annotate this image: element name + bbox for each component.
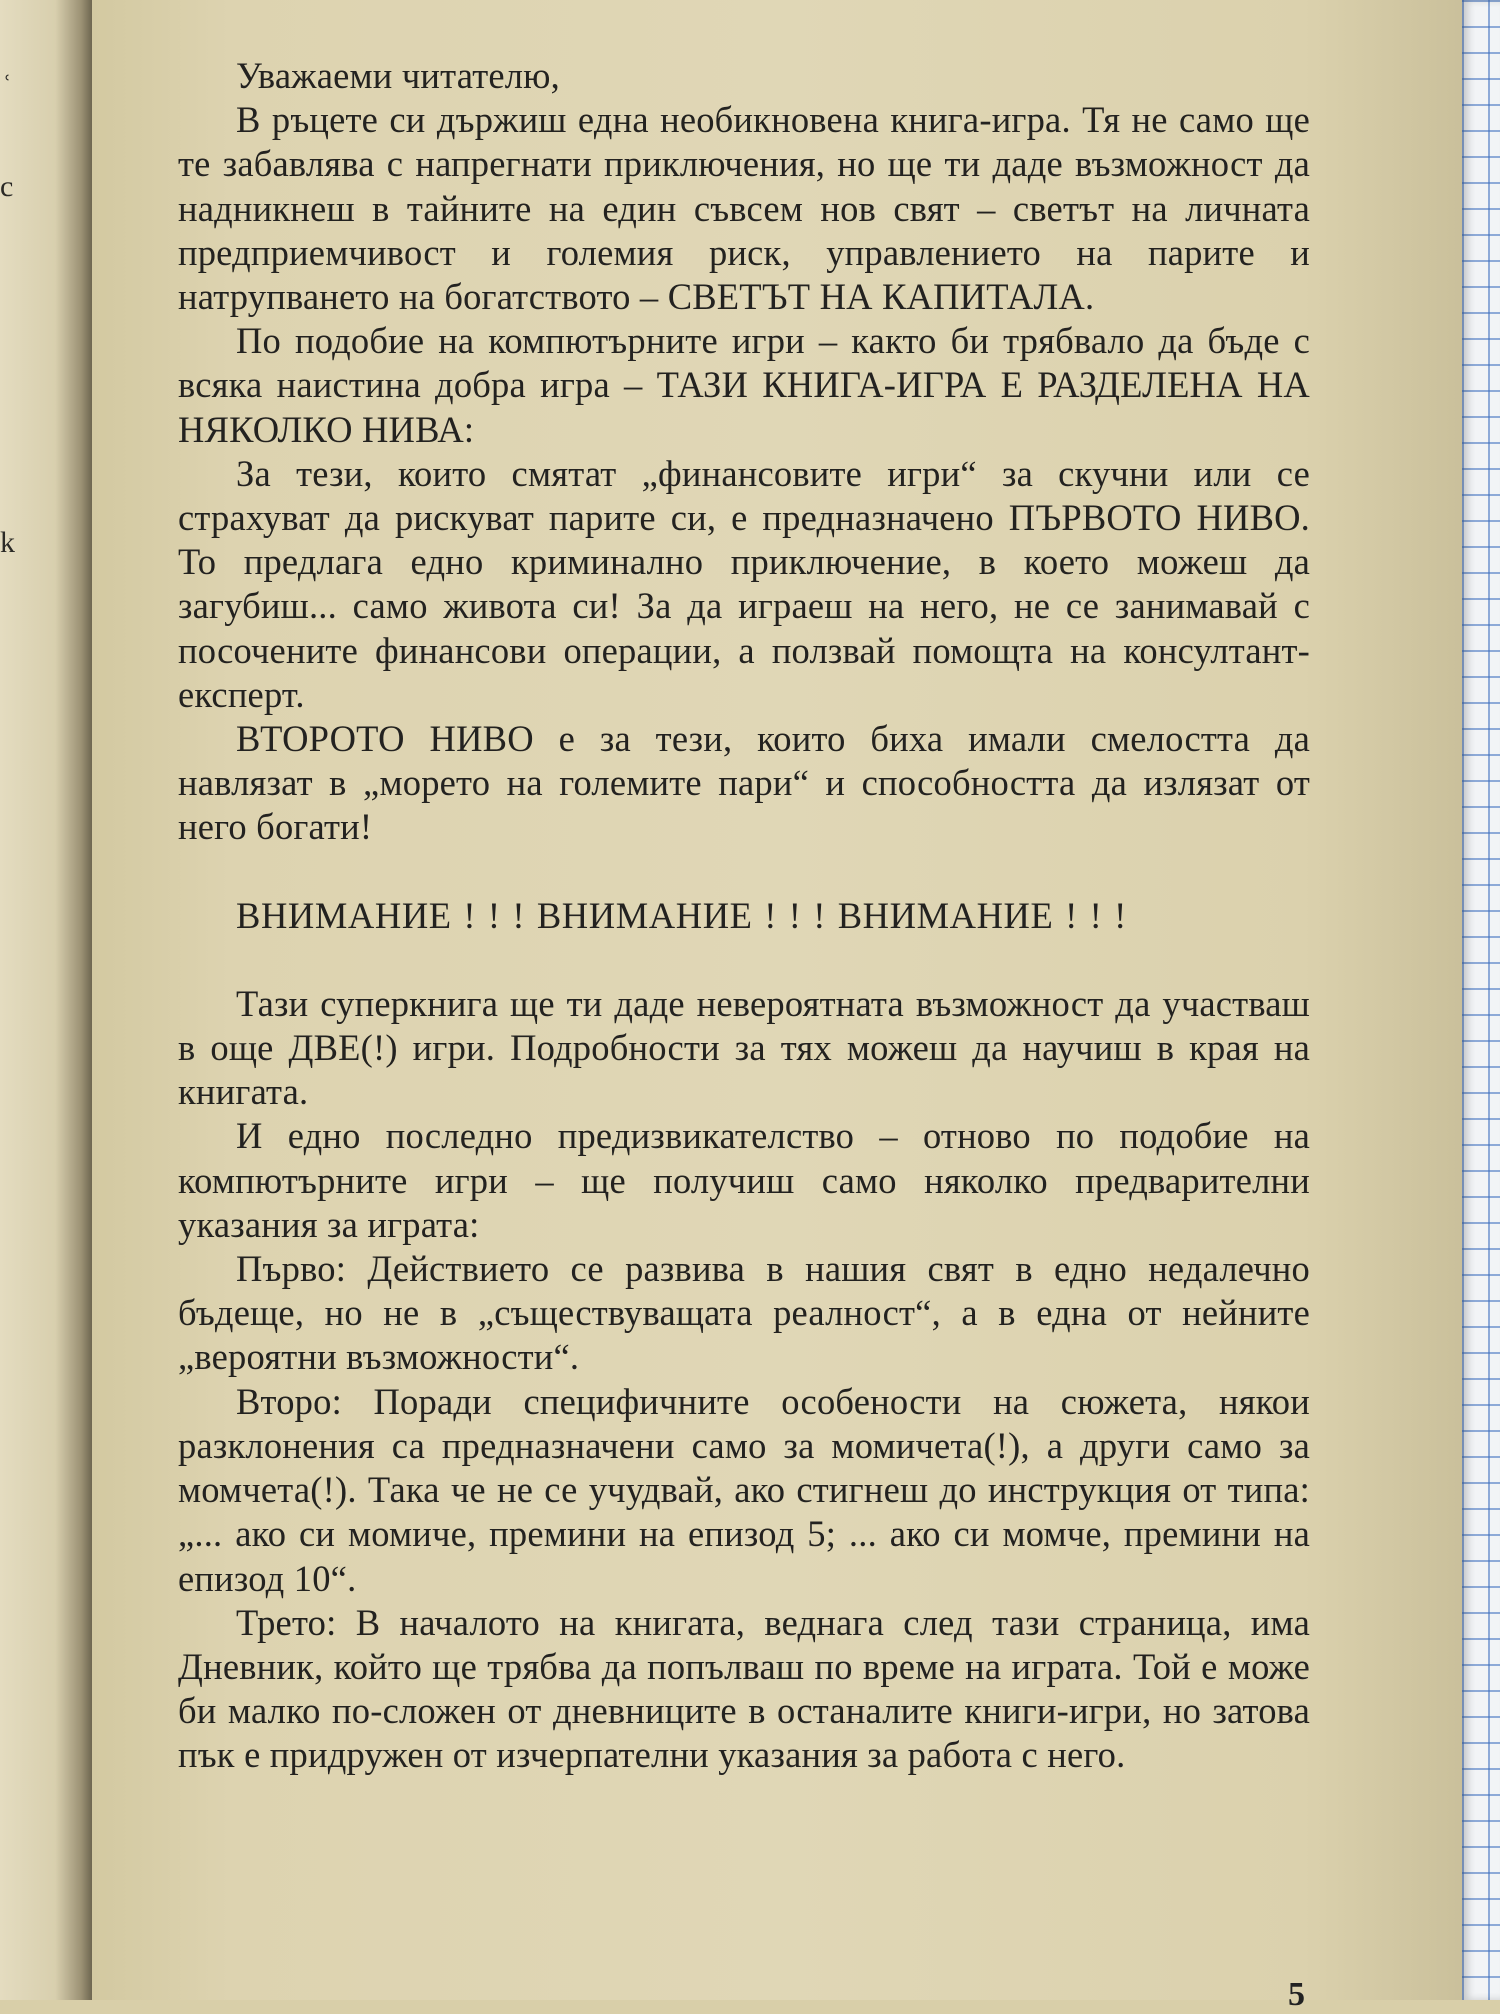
warning-heading: ВНИМАНИЕ ! ! ! ВНИМАНИЕ ! ! ! ВНИМАНИЕ ! ! !	[236, 894, 1127, 936]
paragraph: По подобие на компютърните игри – както би трябвало да бъде с всяка наистина добра игра – ТАЗИ КНИГА-ИГРА Е РАЗДЕЛЕНА НА НЯКОЛКО НИВА:	[178, 320, 1310, 450]
page-text	[178, 54, 1310, 1778]
salutation: Уважаеми читателю,	[236, 55, 560, 96]
paragraph: В ръцете си държиш една необикновена книга-игра. Тя не само ще те забавлява с напрегнати приключения, но ще ти даде възможност да надникнеш в тайните на един съвсем нов свят – светът на личната предприемчивост и големия риск, управлението на парите и натрупването на богатството – СВЕТЪТ НА КАПИТАЛА.	[178, 99, 1310, 318]
previous-page-fragment: ʿ	[2, 70, 12, 103]
spacer	[178, 938, 1310, 982]
paragraph: За тези, които смятат „финансовите игри“ за скучни или се страхуват да рискуват парите си, е предназначено ПЪРВОТО НИВО. То предлага едно криминално приключение, в което можеш да загубиш... само живота си! За да играеш на него, не се занимавай с посочените финансови операции, а ползвай помощта на консултант-експерт.	[178, 452, 1310, 715]
previous-page-fragment: k	[0, 526, 15, 559]
previous-page-fragment: c	[0, 170, 14, 203]
graph-paper-edge	[1462, 0, 1500, 2000]
page-number: 5	[1288, 1976, 1305, 2013]
paragraph: Първо: Действието се развива в нашия свят в едно недалечно бъдеще, но не в „съществуващата реалност“, а в една от нейните „вероятни възможности“.	[178, 1248, 1310, 1378]
paragraph: ВТОРОТО НИВО е за тези, които биха имали смелостта да навлязат в „морето на големите пари“ и способността да излязат от него богати!	[178, 718, 1310, 848]
paragraph: Второ: Поради специфичните особености на сюжета, някои разклонения са предназначени само за момичета(!), а други само за момчета(!). Така че не се учудвай, ако стигнеш до инструкция от типа: „... ако си момиче, премини на епизод 5; ... ако си момче, премини на епизод 10“.	[178, 1380, 1310, 1599]
spacer	[178, 850, 1310, 894]
paragraph: Тази суперкнига ще ти даде невероятната възможност да участваш в още ДВЕ(!) игри. Подробности за тях можеш да научиш в края на книгата.	[178, 982, 1310, 1113]
paragraph: Трето: В началото на книгата, веднага след тази страница, има Дневник, който ще трябва да попълваш по време на играта. Той е може би малко по-сложен от дневниците в останалите книги-игри, но затова пък е придружен от изчерпателни указания за работа с него.	[178, 1601, 1310, 1776]
paragraph: И едно последно предизвикателство – отново по подобие на компютърните игри – ще получиш само няколко предварителни указания за играта:	[178, 1115, 1310, 1245]
previous-page-edge	[0, 0, 92, 2000]
